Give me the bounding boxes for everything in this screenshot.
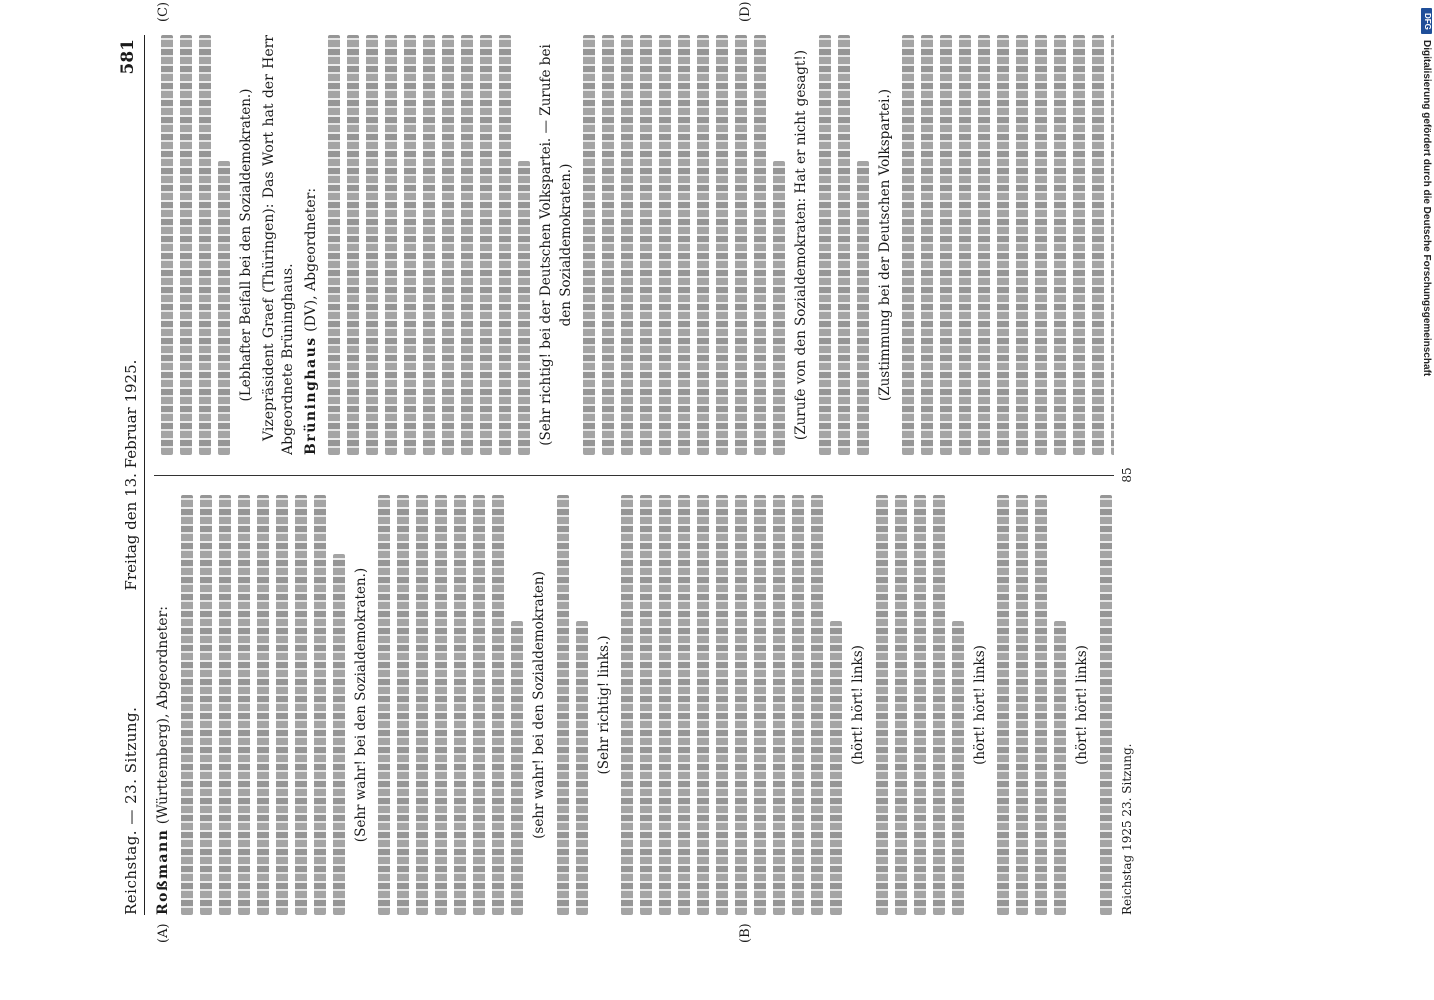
header-session: Reichstag. — 23. Sitzung. — [122, 706, 140, 915]
header-rule — [144, 35, 145, 915]
header-date: Freitag den 13. Februar 1925. — [122, 359, 140, 591]
margin-marker-d: (D) — [738, 1, 753, 22]
speaker-note: (DV), Abgeordneter: — [302, 187, 319, 332]
document-page — [118, 1, 1158, 943]
speaker-name: Brüninghaus — [302, 336, 319, 455]
right-column — [154, 35, 1114, 455]
speaker-heading — [154, 495, 174, 915]
footer-signature: 85 — [1120, 467, 1134, 483]
presiding-line: Vizepräsident Graef (Thüringen): Das Wort hat der Herr Abgeordnete Brüninghaus. — [260, 35, 296, 455]
interjection: (Lebhafter Beifall bei den Sozialdemokraten.) — [238, 88, 254, 402]
interjection: (Zustimmung bei der Deutschen Volkspartei.) — [876, 88, 893, 402]
margin-marker-b: (B) — [738, 923, 753, 943]
interjection: (Sehr richtig! links.) — [595, 635, 612, 775]
speaker-heading — [302, 35, 322, 455]
interjection: (hört! hört! links) — [1074, 645, 1090, 765]
interjection: (Sehr richtig! bei der Deutschen Volkspartei. — Zurufe bei den Sozialdemokraten.) — [538, 44, 574, 446]
column-rule — [154, 475, 1114, 476]
left-column — [154, 495, 1114, 915]
running-header — [118, 35, 148, 915]
digitization-note: Digitalisierung gefördert durch die Deutsche Forschungsgemeinschaft — [1421, 40, 1432, 377]
speaker-note: (Württemberg), Abgeordneter: — [155, 606, 171, 825]
dfg-logo: DFG — [1421, 8, 1432, 34]
interjection: (Sehr wahr! bei den Sozialdemokraten.) — [352, 567, 369, 843]
interjection: (hört! hört! links) — [850, 645, 866, 765]
interjection: (hört! hört! links) — [971, 645, 988, 765]
interjection: (Zurufe von den Sozialdemokraten: Hat er nicht gesagt!) — [793, 49, 809, 441]
page-footer — [1120, 35, 1144, 915]
page-number: 581 — [118, 39, 138, 75]
interjection: (sehr wahr! bei den Sozialdemokraten) — [531, 571, 547, 839]
speaker-name: Roßmann — [155, 828, 171, 915]
footer-source: Reichstag 1925 23. Sitzung. — [1120, 743, 1134, 915]
margin-marker-c: (C) — [156, 1, 171, 22]
margin-marker-a: (A) — [156, 923, 171, 943]
